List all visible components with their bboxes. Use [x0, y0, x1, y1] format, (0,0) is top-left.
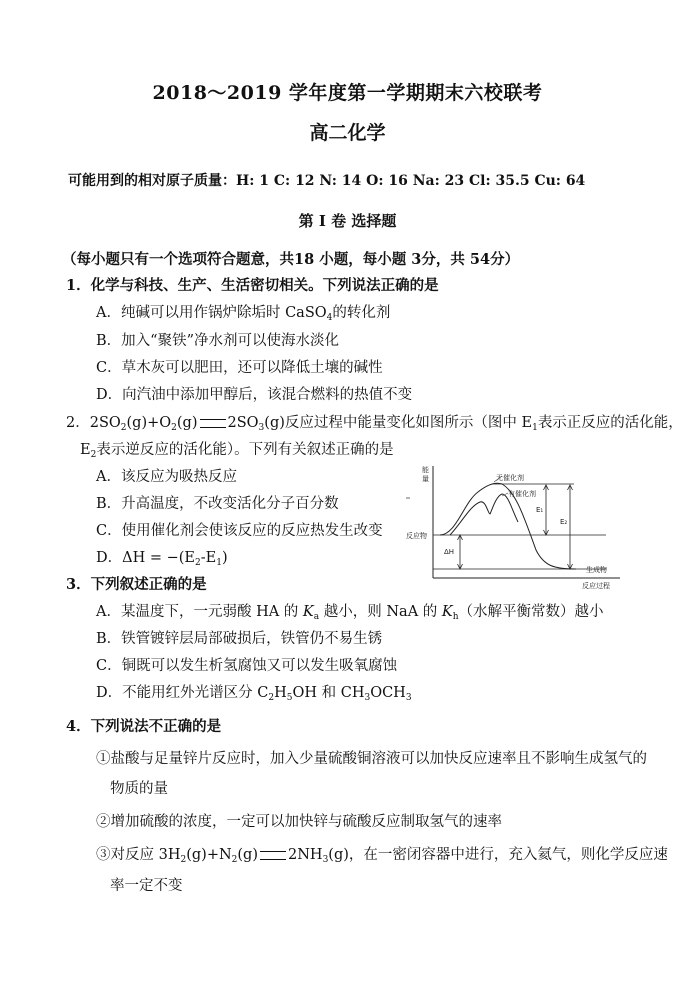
q3-option-a: A．某温度下，一元弱酸 HA 的 $K_a$ 越小，则 NaA 的 $K_h$（水解平衡常数）越小 [96, 604, 604, 622]
e1-label: E₁ [536, 506, 544, 514]
reactants-label: 反应物 [406, 532, 427, 540]
q4-item-2: ②增加硫酸的浓度，一定可以加快锌与硫酸反应制取氢气的速率 [96, 814, 502, 830]
x-axis-label: 反应过程 [582, 582, 610, 590]
q3-option-d: D．不能用红外光谱区分 $C_2H_5OH$ 和 $CH_3OCH_3$ [96, 685, 412, 703]
exam-title: 2018～2019 学年度第一学期期末六校联考 [152, 82, 543, 104]
q2-stem-line2: $E_2$表示逆反应的活化能）。下列有关叙述正确的是 [80, 442, 394, 460]
y-axis-label-2: 量 [422, 475, 429, 483]
q2-option-d: D．$\Delta H = -(E_2-E_1)$ [96, 550, 228, 568]
q2-option-c: C．使用催化剂会使该反应的反应热发生改变 [96, 523, 383, 539]
instructions: （每小题只有一个选项符合题意，共18 小题，每小题 3分，共 54分） [62, 251, 520, 268]
products-label: 生成物 [586, 566, 607, 574]
equilibrium-sign [200, 419, 226, 428]
delta-h-label: ΔH [444, 548, 455, 556]
q3-option-c: C．铜既可以发生析氢腐蚀又可以发生吸氧腐蚀 [96, 658, 398, 674]
section-title: 第 I 卷 选择题 [298, 212, 397, 230]
e2-label: E₂ [560, 518, 568, 526]
q2-stem-line1: 2．$2SO_2(g)+O_2(g)$ $2SO_3(g)$反应过程中能量变化如图所示（图中 $E_1$表示正反应的活化能， [66, 415, 683, 433]
catalyst-label: 有催化剂 [508, 490, 536, 498]
atomic-masses: 可能用到的相对原子质量：H: 1 C: 12 N: 14 O: 16 Na: 23 Cl: 35.5 Cu: 64 [68, 173, 586, 189]
energy-diagram [404, 462, 626, 590]
q4-item-3-cont: 率一定不变 [110, 878, 183, 894]
q4-item-1-cont: 物质的量 [110, 781, 168, 797]
q3-option-b: B．铁管镀锌层局部破损后，铁管仍不易生锈 [96, 631, 383, 647]
q1-option-c: C．草木灰可以肥田，还可以降低土壤的碱性 [96, 360, 383, 376]
q1-option-d: D．向汽油中添加甲醇后，该混合燃料的热值不变 [96, 387, 413, 403]
no-catalyst-label: 无催化剂 [496, 474, 524, 482]
subject-title: 高二化学 [309, 122, 386, 144]
q4-item-3: ③对反应 $3H_2(g)+N_2(g)$ $2NH_3(g)$，在一密闭容器中进行，充入氦气，则化学反应速 [96, 847, 668, 865]
q1-stem: 1．化学与科技、生产、生活密切相关。下列说法正确的是 [66, 277, 439, 294]
q4-item-1: ①盐酸与足量锌片反应时，加入少量硫酸铜溶液可以加快反应速率且不影响生成氢气的 [96, 751, 647, 767]
q1-option-a: A．纯碱可以用作锅炉除垢时 CaSO$_4$的转化剂 [96, 305, 391, 323]
q2-option-b: B．升高温度，不改变活化分子百分数 [96, 496, 339, 512]
equilibrium-sign [260, 851, 286, 860]
curve-catalyst [450, 494, 518, 535]
q2-option-a: A．该反应为吸热反应 [96, 469, 237, 485]
y-axis-label-1: 能 [422, 466, 429, 474]
q3-stem: 3．下列叙述正确的是 [66, 576, 207, 593]
q1-option-b: B．加入“聚铁”净水剂可以使海水淡化 [96, 333, 339, 349]
q4-stem: 4．下列说法不正确的是 [66, 718, 222, 735]
